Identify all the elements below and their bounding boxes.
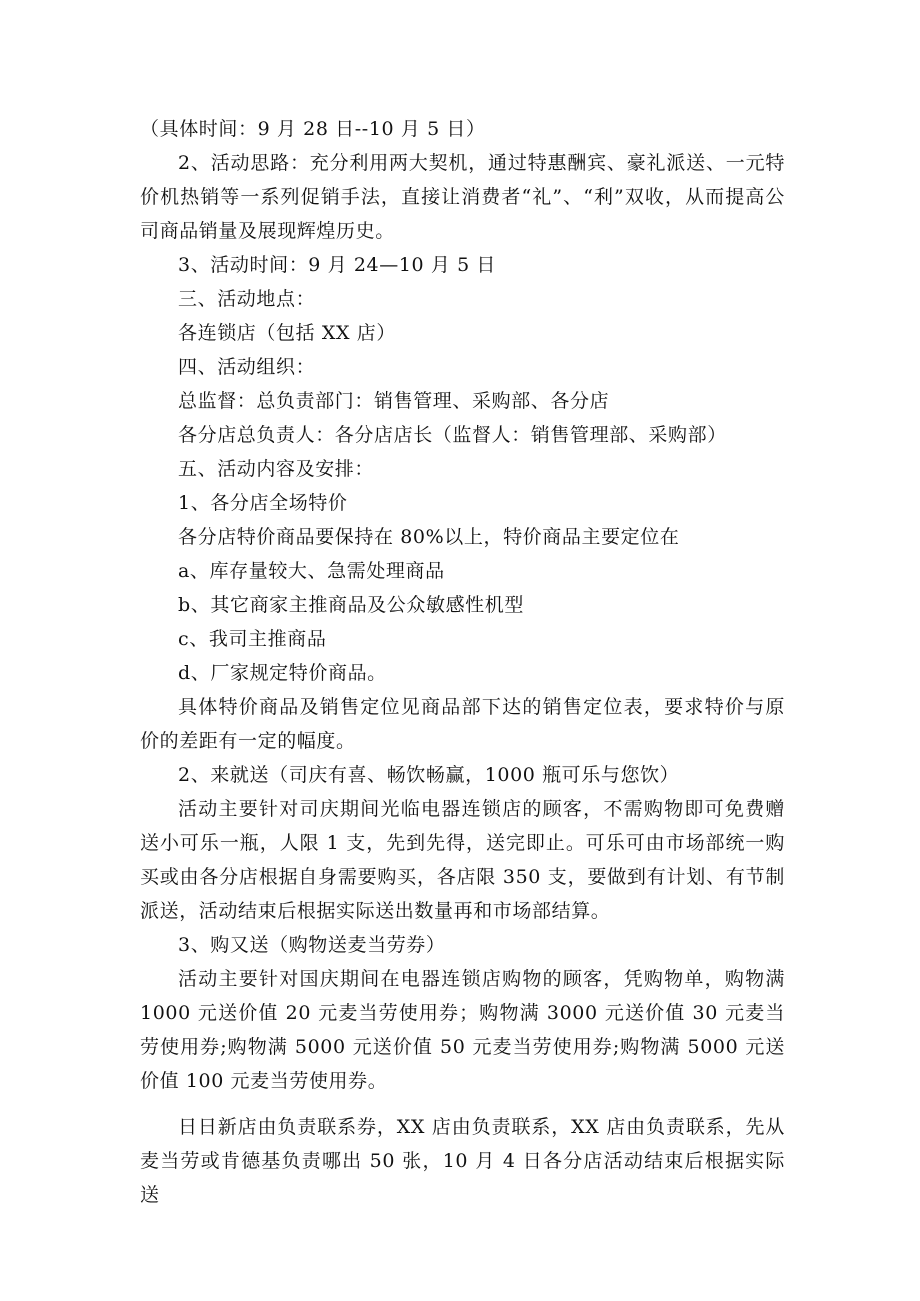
document-body xyxy=(140,112,785,1212)
paragraph-time-detail: （具体时间：9 月 28 日--10 月 5 日） xyxy=(140,118,486,140)
list-item-b: b、其它商家主推商品及公众敏感性机型 xyxy=(178,594,524,616)
paragraph-special-ratio: 各分店特价商品要保持在 80%以上，特价商品主要定位在 xyxy=(178,526,680,548)
paragraph-coupon-contacts: 日日新店由负责联系券，XX 店由负责联系，XX 店由负责联系，先从麦当劳或肯德基负责哪出 50 张，10 月 4 日各分店活动结束后根据实际送 xyxy=(140,1116,785,1206)
paragraph-chief-supervisor: 总监督：总负责部门：销售管理、采购部、各分店 xyxy=(178,390,610,412)
paragraph-cola-giveaway: 活动主要针对司庆期间光临电器连锁店的顾客，不需购物即可免费赠送小可乐一瓶，人限 1 支，先到先得，送完即止。可乐可由市场部统一购买或由各分店根据自身需要购买，各店限 350 支，要做到有计划、有节制派送，活动结束后根据实际送出数量再和市场部结算。 xyxy=(140,798,785,922)
paragraph-branch-manager: 各分店总负责人：各分店店长（监督人：销售管理部、采购部） xyxy=(178,424,727,446)
heading-activity-organization: 四、活动组织： xyxy=(178,356,316,378)
paragraph-activity-idea: 2、活动思路：充分利用两大契机，通过特惠酬宾、豪礼派送、一元特价机热销等一系列促销手法，直接让消费者“礼”、“利”双收，从而提高公司商品销量及展现辉煌历史。 xyxy=(140,152,785,242)
heading-store-wide-special: 1、各分店全场特价 xyxy=(178,492,348,514)
paragraph-pricing-positioning: 具体特价商品及销售定位见商品部下达的销售定位表，要求特价与原价的差距有一定的幅度。 xyxy=(140,696,785,752)
heading-activity-location: 三、活动地点： xyxy=(178,288,316,310)
paragraph-activity-time: 3、活动时间：9 月 24—10 月 5 日 xyxy=(178,254,497,276)
heading-activity-content: 五、活动内容及安排： xyxy=(178,458,375,480)
heading-buy-and-get: 3、购又送（购物送麦当劳券） xyxy=(178,934,446,956)
list-item-a: a、库存量较大、急需处理商品 xyxy=(178,560,445,582)
list-item-d: d、厂家规定特价商品。 xyxy=(178,662,387,684)
paragraph-coupon-tiers: 活动主要针对国庆期间在电器连锁店购物的顾客，凭购物单，购物满 1000 元送价值 20 元麦当劳使用券；购物满 3000 元送价值 30 元麦当劳使用券;购物满 5000 元送价值 50 元麦当劳使用券;购物满 5000 元送价值 100 元麦当劳使用券。 xyxy=(140,968,785,1092)
heading-come-and-get: 2、来就送（司庆有喜、畅饮畅赢，1000 瓶可乐与您饮） xyxy=(178,764,680,786)
list-item-c: c、我司主推商品 xyxy=(178,628,327,650)
paragraph-location-stores: 各连锁店（包括 XX 店） xyxy=(178,322,396,344)
